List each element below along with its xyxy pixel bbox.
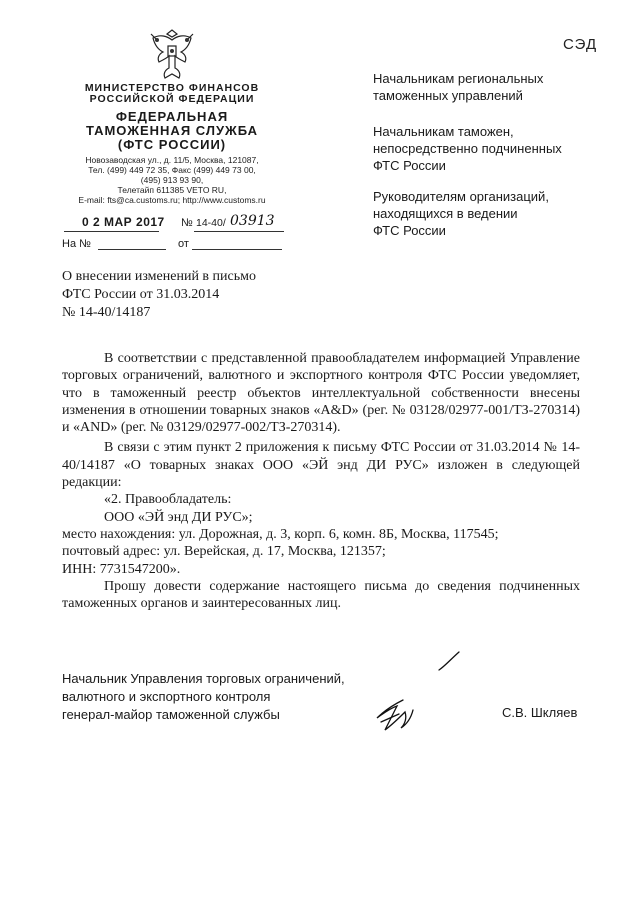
reference-row: [62, 238, 282, 254]
registration-number: 14-40/: [196, 217, 226, 229]
contact-line: Телетайп 611385 VETO RU,: [117, 185, 227, 195]
number-label: №: [181, 217, 193, 229]
signature-title-line: валютного и экспортного контроля: [62, 689, 271, 704]
addressee-line: Руководителям организаций,: [373, 189, 549, 204]
addressee-line: Начальникам таможен,: [373, 124, 514, 139]
addressee-line: таможенных управлений: [373, 88, 523, 103]
addressee-line: ФТС России: [373, 158, 446, 173]
ministry-line: РОССИЙСКОЙ ФЕДЕРАЦИИ: [89, 93, 255, 105]
reference-number-underline: [98, 249, 166, 250]
signature-title-line: генерал-майор таможенной службы: [62, 707, 280, 722]
ministry-line: МИНИСТЕРСТВО ФИНАНСОВ: [84, 82, 260, 94]
reference-date-underline: [192, 249, 282, 250]
addressee-line: находящихся в ведении: [373, 206, 518, 221]
agency-line: (ФТС РОССИИ): [117, 137, 227, 152]
contact-line: E-mail: fts@ca.customs.ru; http://www.customs.ru: [78, 195, 266, 205]
registration-date: 0 2 МАР 2017: [82, 215, 165, 229]
addressee-line: Начальникам региональных: [373, 71, 544, 86]
addressee-line: ФТС России: [373, 223, 446, 238]
subject-line: О внесении изменений в письмо: [62, 269, 256, 284]
handwritten-signature-icon: [355, 648, 465, 738]
addressee-line: непосредственно подчиненных: [373, 141, 562, 156]
addressee-block: [373, 70, 543, 104]
reference-date-label: от: [178, 238, 189, 250]
registration-number-handwritten: 03913: [230, 213, 275, 229]
signature-title: [62, 670, 345, 724]
subject-line: ФТС России от 31.03.2014: [62, 287, 220, 302]
body-paragraph: В соответствии с представленной правообладателем информацией Управление торговых ограничений, валютного и экспортного контроля ФТС России уведомляет, что в таможенный реестр объектов интеллектуальной собственности внесены изменения в отношении товарных знаков «A&D» (рег. № 03128/02977-001/ТЗ-270314) и «AND» (рег. № 03129/02977-002/ТЗ-270314).: [62, 351, 580, 436]
quoted-line: место нахождения: ул. Дорожная, д. 3, корп. 6, комн. 8Б, Москва, 117545;: [62, 526, 499, 542]
registration-row: [64, 213, 284, 233]
agency-line: ТАМОЖЕННАЯ СЛУЖБА: [85, 123, 259, 138]
ministry-title: [62, 83, 282, 105]
body-paragraph: Прошу довести содержание настоящего письма до сведения подчиненных таможенных органов и заинтересованных лиц.: [62, 578, 580, 612]
body-paragraph: В связи с этим пункт 2 приложения к письму ФТС России от 31.03.2014 № 14-40/14187 «О товарных знаках ООО «ЭЙ энд ДИ РУС» изложен в следующей редакции:: [62, 440, 580, 491]
double-headed-eagle-emblem-icon: [145, 28, 199, 82]
date-underline: [64, 231, 159, 232]
quoted-line: почтовый адрес: ул. Верейская, д. 17, Москва, 121357;: [62, 544, 386, 560]
signature-title-line: Начальник Управления торговых ограничений,: [62, 671, 345, 686]
letter-body: [62, 350, 580, 612]
agency-contacts: [62, 155, 282, 205]
addressee-block: [373, 188, 549, 239]
addressee-block: [373, 123, 562, 174]
number-underline: [194, 231, 284, 232]
quoted-line: «2. Правообладатель:: [104, 492, 232, 508]
signer-name: С.В. Шкляев: [502, 705, 578, 720]
subject-line: № 14-40/14187: [62, 305, 151, 320]
quoted-line: ИНН: 7731547200».: [62, 561, 181, 577]
agency-line: ФЕДЕРАЛЬНАЯ: [115, 109, 229, 124]
agency-title: [62, 110, 282, 152]
quoted-line: ООО «ЭЙ энд ДИ РУС»;: [104, 509, 253, 525]
reference-number-label: На №: [62, 238, 91, 250]
contact-line: (495) 913 93 90,: [140, 175, 204, 185]
contact-line: Тел. (499) 449 72 35, Факс (499) 449 73 00,: [88, 165, 256, 175]
contact-line: Новозаводская ул., д. 11/5, Москва, 121087,: [85, 155, 259, 165]
letter-subject: [62, 268, 256, 322]
sed-stamp: СЭД: [563, 36, 598, 53]
